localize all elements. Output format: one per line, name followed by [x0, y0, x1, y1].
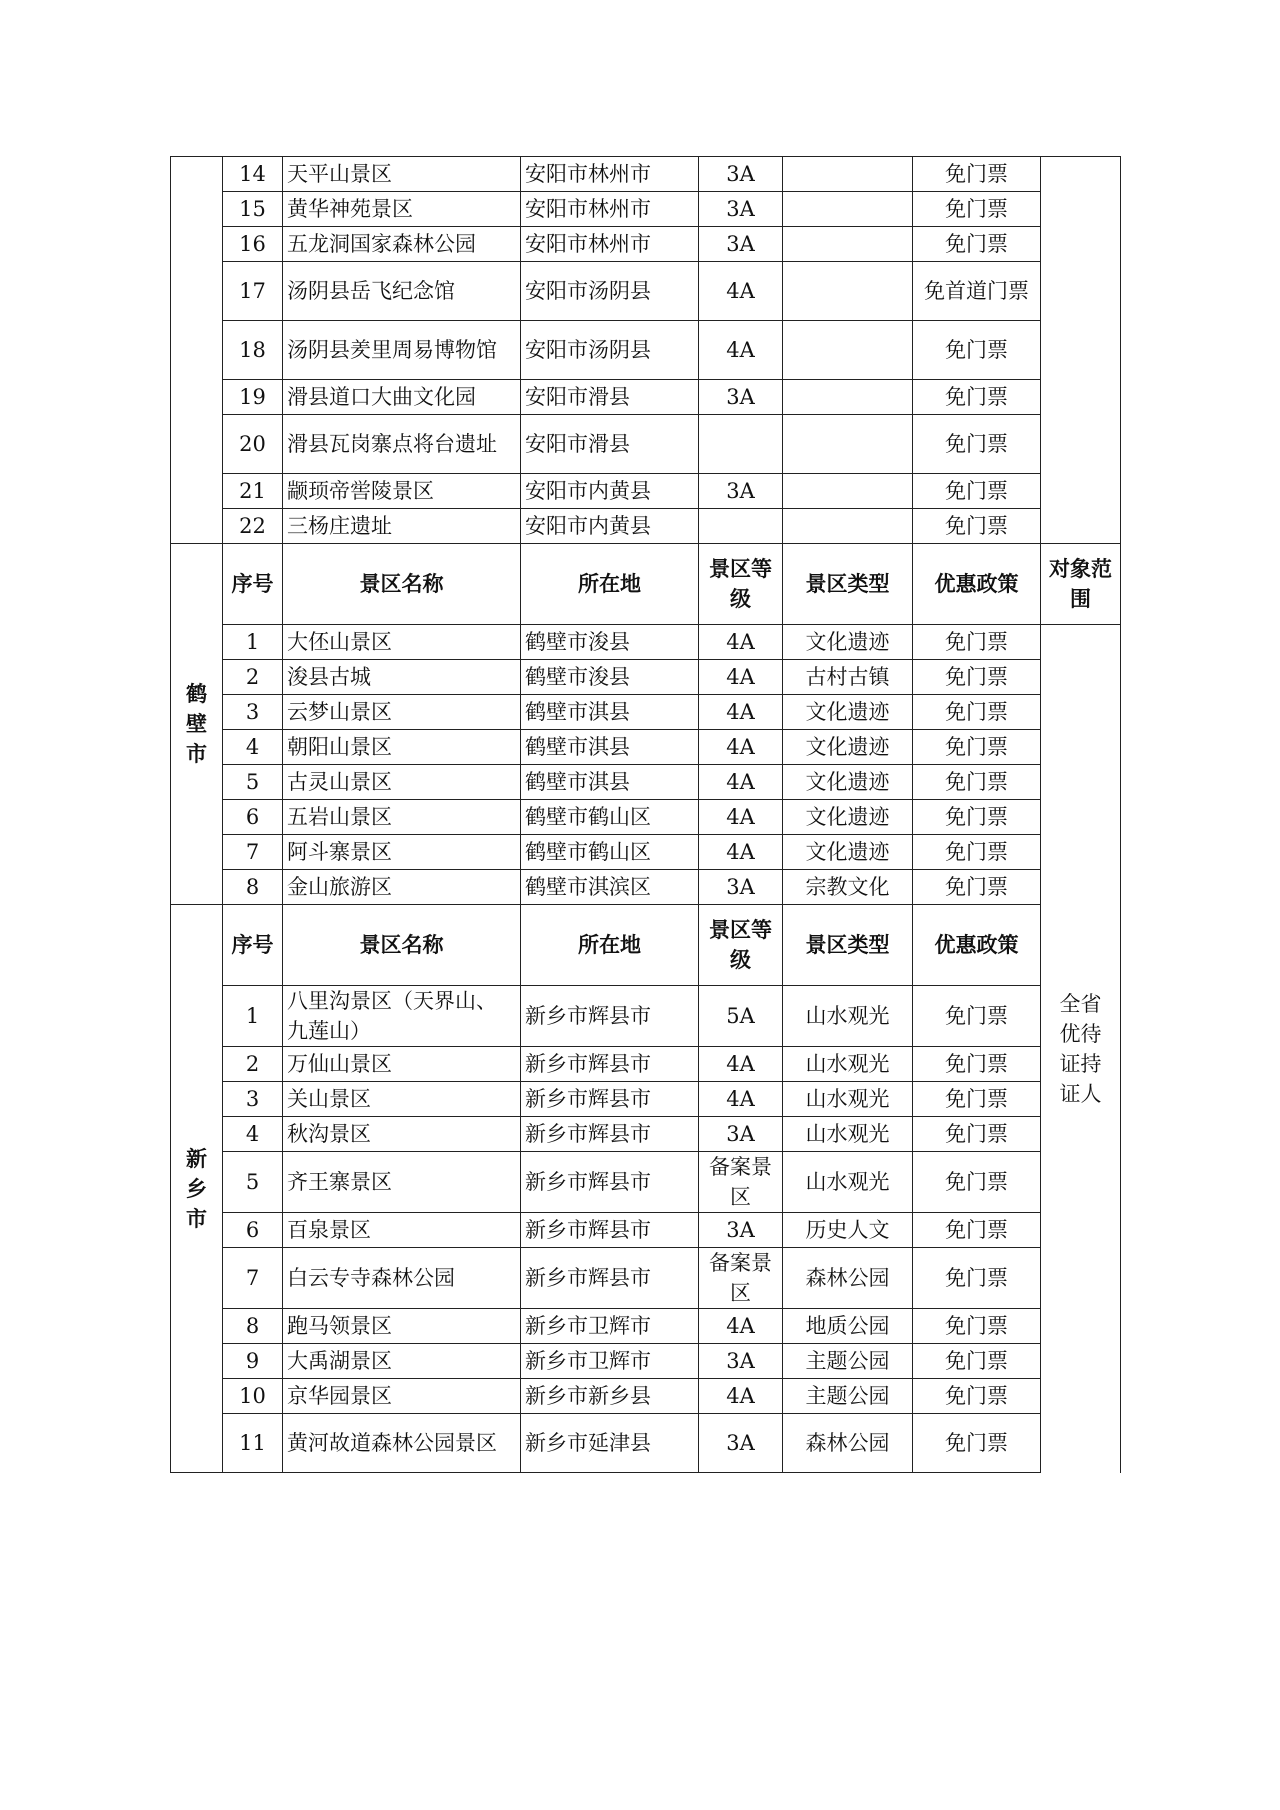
scenic-level: 4A [699, 1379, 783, 1414]
row-number: 5 [223, 765, 283, 800]
header-name: 景区名称 [283, 905, 521, 986]
header-level: 景区等级 [699, 905, 783, 986]
location: 安阳市滑县 [521, 380, 699, 415]
discount-policy: 免门票 [913, 474, 1041, 509]
row-number: 8 [223, 870, 283, 905]
row-number: 4 [223, 730, 283, 765]
scenic-level: 3A [699, 1213, 783, 1248]
scope-continued [1041, 157, 1121, 544]
discount-policy: 免门票 [913, 1248, 1041, 1309]
attraction-name: 大伾山景区 [283, 625, 521, 660]
discount-policy: 免门票 [913, 227, 1041, 262]
table-row [171, 1082, 1121, 1117]
row-number: 20 [223, 415, 283, 474]
discount-policy: 免门票 [913, 1213, 1041, 1248]
attraction-name: 阿斗寨景区 [283, 835, 521, 870]
location: 安阳市林州市 [521, 227, 699, 262]
attraction-name: 朝阳山景区 [283, 730, 521, 765]
attraction-name: 天平山景区 [283, 157, 521, 192]
scenic-level: 4A [699, 1309, 783, 1344]
attraction-type [783, 192, 913, 227]
attraction-type: 山水观光 [783, 1047, 913, 1082]
attraction-name: 京华园景区 [283, 1379, 521, 1414]
header-row [171, 544, 1121, 625]
attraction-type [783, 157, 913, 192]
discount-policy: 免门票 [913, 1344, 1041, 1379]
scenic-level: 4A [699, 835, 783, 870]
table-row [171, 1047, 1121, 1082]
attraction-type [783, 380, 913, 415]
attraction-type: 文化遗迹 [783, 695, 913, 730]
row-number: 14 [223, 157, 283, 192]
location: 新乡市卫辉市 [521, 1309, 699, 1344]
attraction-type [783, 321, 913, 380]
table-row [171, 1248, 1121, 1309]
scenic-level: 4A [699, 765, 783, 800]
row-number: 6 [223, 1213, 283, 1248]
scenic-level: 4A [699, 660, 783, 695]
discount-policy: 免首道门票 [913, 262, 1041, 321]
location: 鹤壁市淇滨区 [521, 870, 699, 905]
attraction-type: 山水观光 [783, 1082, 913, 1117]
location: 鹤壁市鹤山区 [521, 800, 699, 835]
discount-policy: 免门票 [913, 1047, 1041, 1082]
discount-policy: 免门票 [913, 625, 1041, 660]
discount-policy: 免门票 [913, 1152, 1041, 1213]
attraction-type: 地质公园 [783, 1309, 913, 1344]
scenic-level: 4A [699, 262, 783, 321]
scenic-level: 5A [699, 986, 783, 1047]
row-number: 2 [223, 660, 283, 695]
attraction-type: 山水观光 [783, 1152, 913, 1213]
discount-policy: 免门票 [913, 660, 1041, 695]
location: 新乡市延津县 [521, 1414, 699, 1473]
location: 新乡市辉县市 [521, 1117, 699, 1152]
attraction-name: 五岩山景区 [283, 800, 521, 835]
scenic-level: 3A [699, 1117, 783, 1152]
attraction-type: 文化遗迹 [783, 800, 913, 835]
location: 鹤壁市浚县 [521, 625, 699, 660]
attraction-name: 云梦山景区 [283, 695, 521, 730]
discount-policy: 免门票 [913, 1117, 1041, 1152]
attraction-type: 文化遗迹 [783, 765, 913, 800]
header-location: 所在地 [521, 544, 699, 625]
location: 新乡市辉县市 [521, 1082, 699, 1117]
row-number: 10 [223, 1379, 283, 1414]
scenic-level: 4A [699, 625, 783, 660]
discount-policy: 免门票 [913, 730, 1041, 765]
city-label-continued [171, 157, 223, 544]
attraction-type: 宗教文化 [783, 870, 913, 905]
scenic-level: 3A [699, 1414, 783, 1473]
table-row [171, 800, 1121, 835]
attraction-name: 黄华神苑景区 [283, 192, 521, 227]
scenic-level: 3A [699, 1344, 783, 1379]
attraction-name: 滑县瓦岗寨点将台遗址 [283, 415, 521, 474]
location: 安阳市汤阴县 [521, 321, 699, 380]
header-location: 所在地 [521, 905, 699, 986]
attraction-type [783, 415, 913, 474]
attraction-type: 主题公园 [783, 1344, 913, 1379]
location: 鹤壁市淇县 [521, 695, 699, 730]
attraction-name: 黄河故道森林公园景区 [283, 1414, 521, 1473]
scenic-level: 4A [699, 1082, 783, 1117]
location: 鹤壁市淇县 [521, 765, 699, 800]
attraction-type: 文化遗迹 [783, 835, 913, 870]
attraction-name: 大禹湖景区 [283, 1344, 521, 1379]
location: 新乡市辉县市 [521, 1152, 699, 1213]
table-row [171, 695, 1121, 730]
attraction-type [783, 509, 913, 544]
header-number: 序号 [223, 544, 283, 625]
discount-policy: 免门票 [913, 800, 1041, 835]
table-row [171, 509, 1121, 544]
discount-policy: 免门票 [913, 835, 1041, 870]
table-row [171, 474, 1121, 509]
attraction-name: 百泉景区 [283, 1213, 521, 1248]
scenic-level: 4A [699, 730, 783, 765]
header-number: 序号 [223, 905, 283, 986]
location: 安阳市林州市 [521, 192, 699, 227]
discount-policy: 免门票 [913, 1309, 1041, 1344]
row-number: 5 [223, 1152, 283, 1213]
attraction-type [783, 227, 913, 262]
attraction-type: 森林公园 [783, 1248, 913, 1309]
attraction-name: 汤阴县羑里周易博物馆 [283, 321, 521, 380]
location: 安阳市内黄县 [521, 474, 699, 509]
location: 鹤壁市浚县 [521, 660, 699, 695]
discount-policy: 免门票 [913, 1082, 1041, 1117]
scenic-level: 3A [699, 192, 783, 227]
attraction-type: 古村古镇 [783, 660, 913, 695]
attraction-name: 关山景区 [283, 1082, 521, 1117]
location: 鹤壁市鹤山区 [521, 835, 699, 870]
scenic-level: 4A [699, 1047, 783, 1082]
header-type: 景区类型 [783, 905, 913, 986]
discount-policy: 免门票 [913, 870, 1041, 905]
table-row [171, 1344, 1121, 1379]
row-number: 7 [223, 835, 283, 870]
attraction-type: 文化遗迹 [783, 625, 913, 660]
row-number: 7 [223, 1248, 283, 1309]
table-row [171, 157, 1121, 192]
attraction-type: 山水观光 [783, 1117, 913, 1152]
row-number: 4 [223, 1117, 283, 1152]
table-row [171, 625, 1121, 660]
attraction-type: 主题公园 [783, 1379, 913, 1414]
scenic-level: 3A [699, 870, 783, 905]
attraction-type: 山水观光 [783, 986, 913, 1047]
table-row [171, 835, 1121, 870]
table-row [171, 730, 1121, 765]
header-policy: 优惠政策 [913, 544, 1041, 625]
table-row [171, 1414, 1121, 1473]
row-number: 19 [223, 380, 283, 415]
location: 安阳市林州市 [521, 157, 699, 192]
attraction-name: 金山旅游区 [283, 870, 521, 905]
row-number: 1 [223, 625, 283, 660]
location: 新乡市新乡县 [521, 1379, 699, 1414]
location: 新乡市辉县市 [521, 1248, 699, 1309]
discount-policy: 免门票 [913, 695, 1041, 730]
location: 安阳市汤阴县 [521, 262, 699, 321]
table-row [171, 380, 1121, 415]
row-number: 21 [223, 474, 283, 509]
location: 新乡市卫辉市 [521, 1344, 699, 1379]
header-type: 景区类型 [783, 544, 913, 625]
row-number: 15 [223, 192, 283, 227]
discount-policy: 免门票 [913, 192, 1041, 227]
scenic-level [699, 509, 783, 544]
discount-policy: 免门票 [913, 1379, 1041, 1414]
discount-policy: 免门票 [913, 765, 1041, 800]
attraction-type [783, 474, 913, 509]
attraction-type: 文化遗迹 [783, 730, 913, 765]
city-label: 鹤 壁 市 [171, 544, 223, 905]
discount-policy: 免门票 [913, 986, 1041, 1047]
attraction-name: 齐王寨景区 [283, 1152, 521, 1213]
scope-value: 全省 优待 证持 证人 [1041, 625, 1121, 1473]
scenic-level: 3A [699, 227, 783, 262]
attraction-type: 历史人文 [783, 1213, 913, 1248]
discount-policy: 免门票 [913, 157, 1041, 192]
table-row [171, 660, 1121, 695]
table-row [171, 1309, 1121, 1344]
row-number: 18 [223, 321, 283, 380]
attraction-name: 汤阴县岳飞纪念馆 [283, 262, 521, 321]
row-number: 16 [223, 227, 283, 262]
scenic-level: 4A [699, 800, 783, 835]
table-row [171, 870, 1121, 905]
attraction-name: 白云专寺森林公园 [283, 1248, 521, 1309]
attraction-name: 浚县古城 [283, 660, 521, 695]
discount-policy: 免门票 [913, 380, 1041, 415]
header-level: 景区等级 [699, 544, 783, 625]
city-label: 新 乡 市 [171, 905, 223, 1473]
attraction-type [783, 262, 913, 321]
attraction-name: 五龙洞国家森林公园 [283, 227, 521, 262]
row-number: 3 [223, 695, 283, 730]
table-row [171, 321, 1121, 380]
attraction-name: 三杨庄遗址 [283, 509, 521, 544]
table-row [171, 1379, 1121, 1414]
row-number: 8 [223, 1309, 283, 1344]
discount-policy: 免门票 [913, 415, 1041, 474]
location: 新乡市辉县市 [521, 986, 699, 1047]
row-number: 11 [223, 1414, 283, 1473]
scenic-level: 3A [699, 157, 783, 192]
header-scope: 对象范围 [1041, 544, 1121, 625]
attractions-table [170, 156, 1121, 1473]
row-number: 1 [223, 986, 283, 1047]
scenic-level: 3A [699, 474, 783, 509]
table-row [171, 1213, 1121, 1248]
table-row [171, 765, 1121, 800]
scenic-level: 备案景区 [699, 1248, 783, 1309]
row-number: 3 [223, 1082, 283, 1117]
location: 安阳市内黄县 [521, 509, 699, 544]
header-row [171, 905, 1121, 986]
table-row [171, 262, 1121, 321]
table-row [171, 1152, 1121, 1213]
row-number: 17 [223, 262, 283, 321]
header-policy: 优惠政策 [913, 905, 1041, 986]
header-name: 景区名称 [283, 544, 521, 625]
location: 安阳市滑县 [521, 415, 699, 474]
location: 新乡市辉县市 [521, 1047, 699, 1082]
row-number: 6 [223, 800, 283, 835]
attraction-name: 颛顼帝喾陵景区 [283, 474, 521, 509]
attraction-name: 八里沟景区（天界山、九莲山） [283, 986, 521, 1047]
row-number: 9 [223, 1344, 283, 1379]
scenic-level: 备案景区 [699, 1152, 783, 1213]
location: 鹤壁市淇县 [521, 730, 699, 765]
row-number: 2 [223, 1047, 283, 1082]
attraction-name: 滑县道口大曲文化园 [283, 380, 521, 415]
discount-policy: 免门票 [913, 509, 1041, 544]
attraction-name: 秋沟景区 [283, 1117, 521, 1152]
table-body [171, 157, 1121, 1473]
scenic-level [699, 415, 783, 474]
attraction-name: 万仙山景区 [283, 1047, 521, 1082]
table-row [171, 192, 1121, 227]
attraction-name: 古灵山景区 [283, 765, 521, 800]
attraction-type: 森林公园 [783, 1414, 913, 1473]
table-row [171, 415, 1121, 474]
location: 新乡市辉县市 [521, 1213, 699, 1248]
attraction-name: 跑马领景区 [283, 1309, 521, 1344]
scenic-level: 4A [699, 695, 783, 730]
table-row [171, 986, 1121, 1047]
scenic-level: 3A [699, 380, 783, 415]
table-row [171, 1117, 1121, 1152]
discount-policy: 免门票 [913, 1414, 1041, 1473]
table-row [171, 227, 1121, 262]
scenic-level: 4A [699, 321, 783, 380]
discount-policy: 免门票 [913, 321, 1041, 380]
row-number: 22 [223, 509, 283, 544]
